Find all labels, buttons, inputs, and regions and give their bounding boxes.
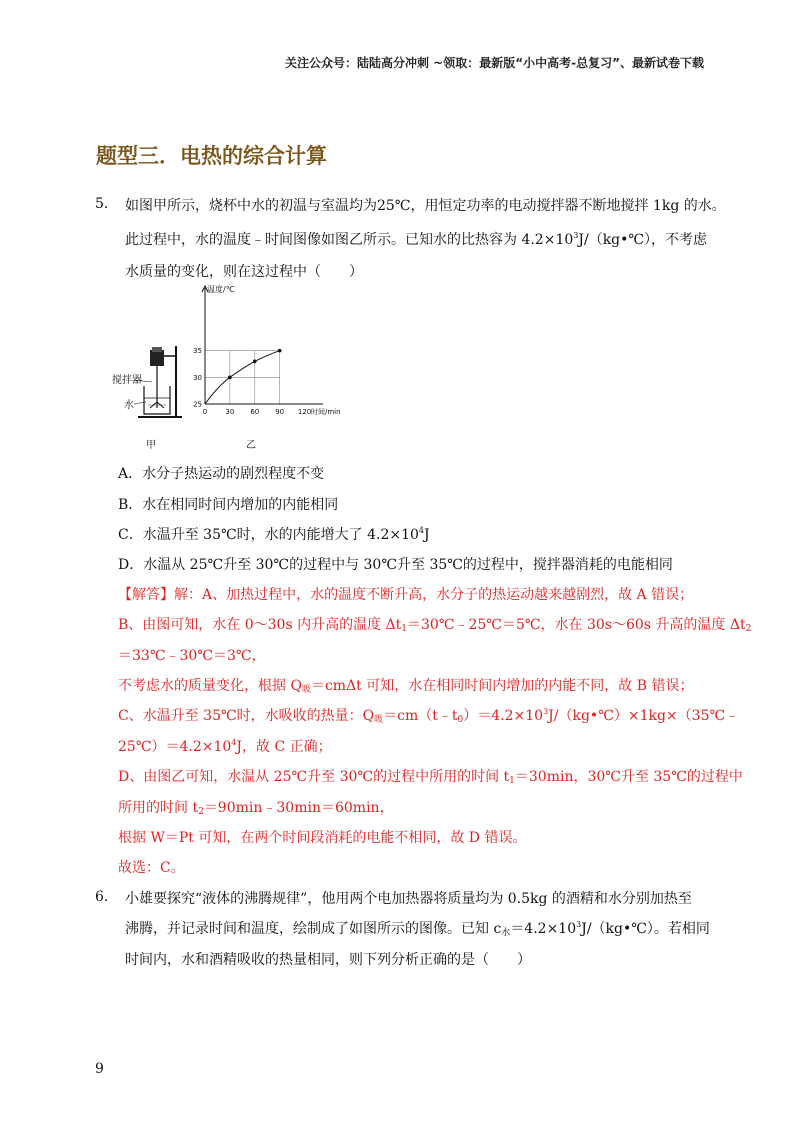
answer-line: ＝33℃﹣30℃＝3℃， xyxy=(118,648,266,664)
x-axis-label: 时间/min xyxy=(311,408,341,416)
question-number: 5. xyxy=(95,196,109,212)
data-point xyxy=(253,360,257,364)
figure-jia-caption: 甲 xyxy=(146,440,156,451)
section-title: 题型三．电热的综合计算 xyxy=(96,144,327,168)
x-tick-label: 30 xyxy=(225,408,235,416)
label-water: 水 xyxy=(124,400,134,411)
answer-line: C、水温升至 35℃时，水吸收的热量：$Q_吸=cm(t﹣t_0)=4.2\times 10^3J/(kg•℃)\times 1kg\times(35℃﹣$ xyxy=(118,707,740,725)
answer-line: 根据 W＝Pt 可知，在两个时间段消耗的电能不相同，故 D 错误。 xyxy=(118,830,527,846)
answer-line: 所用的时间 $t_2=90\min﹣30\min=60\min$， xyxy=(118,800,394,817)
data-point xyxy=(278,349,282,353)
label-stirrer: 搅拌器 xyxy=(112,375,142,386)
y-tick-label: 30 xyxy=(193,373,202,382)
x-tick-label: 0 xyxy=(202,408,208,416)
answer-line: D、由图乙可知，水温从 25℃升至 30℃的过程中所用的时间 $t_1=30\min$，30℃升至 35℃的过程中 xyxy=(118,769,743,786)
option-a: A．水分子热运动的剧烈程度不变 xyxy=(118,466,325,482)
q5-stem-line: 如图甲所示，烧杯中水的初温与室温均为25℃，用恒定功率的电动搅拌器不断地搅拌 1kg 的水。 xyxy=(125,198,726,214)
option-d: D．水温从 25℃升至 30℃的过程中与 30℃升至 35℃的过程中，搅拌器消耗的电能相同 xyxy=(118,557,673,573)
y-tick-label: 35 xyxy=(193,347,202,356)
figure-yi-caption: 乙 xyxy=(246,440,256,451)
y-tick-label: 25 xyxy=(193,400,202,409)
option-b: B．水在相同时间内增加的内能相同 xyxy=(118,497,339,513)
x-tick-label: 60 xyxy=(250,408,260,416)
x-tick-label: 90 xyxy=(275,408,285,416)
q6-stem-line: 沸腾，并记录时间和温度，绘制成了如图所示的图像。已知 $c_水=4.2\times 10^3J/(kg•℃)$。若相同 xyxy=(125,920,710,938)
q6-stem-line: 时间内，水和酒精吸收的热量相同，则下列分析正确的是（ ） xyxy=(125,952,531,968)
q5-stem-line: 此过程中，水的温度﹣时间图像如图乙所示。已知水的比热容为 $4.2\times 10^3J/(kg•℃)$，不考虑 xyxy=(125,231,708,248)
x-tick-label: 120 xyxy=(297,408,312,416)
answer-line: 故选：C。 xyxy=(118,860,185,876)
option-c: C．水温升至 35℃时，水的内能增大了 $4.2\times 10^4J$ xyxy=(118,526,430,543)
page-number: 9 xyxy=(95,1061,104,1077)
temperature-time-chart xyxy=(195,282,355,422)
answer-line: 不考虑水的质量变化，根据 $Q_吸=cm\Delta t$ 可知，水在相同时间内增加的内能不同，故 B 错误； xyxy=(118,678,694,695)
q6-stem-line: 小雄要探究“液体的沸腾规律”，他用两个电加热器将质量均为 0.5kg 的酒精和水分别加热至 xyxy=(125,891,692,907)
page-header: 关注公众号：陆陆高分冲刺 ~领取：最新版“小中高考-总复习”、最新试卷下载 xyxy=(285,56,704,70)
answer-line: $25℃)=4.2\times 10^4J$，故 C 正确； xyxy=(118,738,332,755)
q5-stem-line: 水质量的变化，则在这过程中（ ） xyxy=(125,264,363,280)
y-axis-label: 温度/℃ xyxy=(207,285,235,294)
answer-line: 【解答】解：A、加热过程中，水的温度不断升高，水分子的热运动越来越剧烈，故 A 错误； xyxy=(118,587,694,603)
answer-line: B、由图可知，水在 0～30s 内升高的温度 $\Delta t_1=30℃﹣25℃=5℃$，水在 30s～60s 升高的温度 $\Delta t_2$ xyxy=(118,617,752,634)
question-number: 6. xyxy=(95,889,109,905)
data-point xyxy=(228,376,232,380)
